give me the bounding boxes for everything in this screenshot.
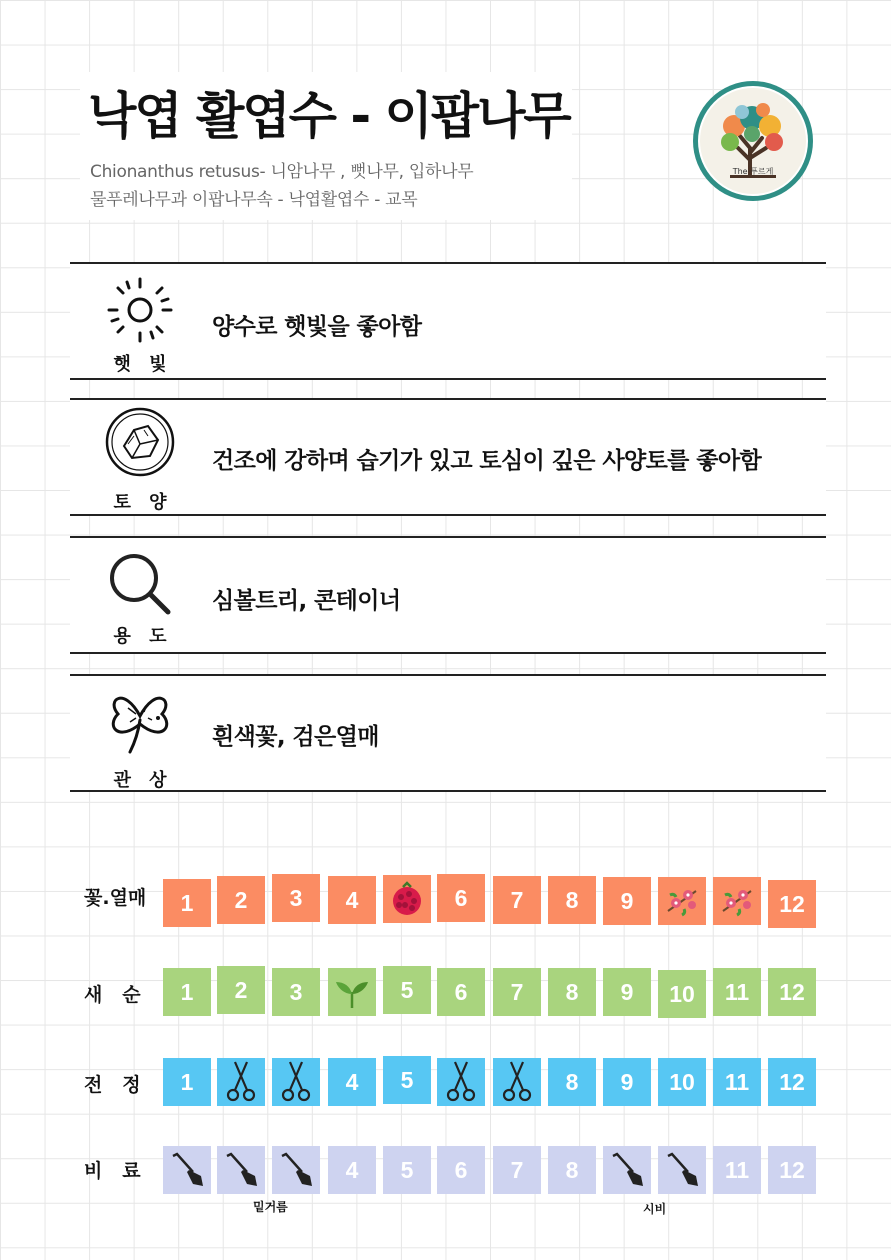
month-cell-10 bbox=[658, 877, 706, 925]
section-sunlight bbox=[70, 262, 826, 380]
magnifier-icon bbox=[102, 546, 178, 622]
month-cell-3: 3 bbox=[272, 968, 320, 1016]
month-cell-1: 1 bbox=[163, 1058, 211, 1106]
month-cell-5: 5 bbox=[383, 966, 431, 1014]
month-cell-2 bbox=[217, 1058, 265, 1106]
section-text: 양수로 햇빛을 좋아함 bbox=[212, 314, 422, 340]
calendar-label-fert: 비 료 bbox=[84, 1160, 141, 1182]
section-label: 햇 빛 bbox=[113, 354, 173, 375]
month-cell-7: 7 bbox=[493, 968, 541, 1016]
scissors-icon bbox=[223, 1060, 259, 1104]
month-cell-12: 12 bbox=[768, 968, 816, 1016]
month-cell-8: 8 bbox=[548, 876, 596, 924]
month-cell-6: 6 bbox=[437, 968, 485, 1016]
month-cell-9: 9 bbox=[603, 1058, 651, 1106]
scissors-icon bbox=[278, 1060, 314, 1104]
sun-icon bbox=[102, 272, 178, 348]
month-cell-2: 2 bbox=[217, 876, 265, 924]
shovel-icon bbox=[276, 1150, 316, 1190]
subtitle-line-1: Chionanthus retusus- 니암나무 , 뻣나무, 입하나무 bbox=[90, 162, 474, 182]
calendar-label-prune: 전 정 bbox=[84, 1074, 141, 1096]
month-cell-1: 1 bbox=[163, 968, 211, 1016]
month-cell-6: 6 bbox=[437, 1146, 485, 1194]
month-cell-3 bbox=[272, 1058, 320, 1106]
section-text: 흰색꽃, 검은열매 bbox=[212, 724, 379, 750]
month-cell-4: 4 bbox=[328, 1146, 376, 1194]
section-label: 용 도 bbox=[113, 626, 173, 647]
month-cell-7: 7 bbox=[493, 1146, 541, 1194]
section-ornamental bbox=[70, 674, 826, 792]
month-cell-8: 8 bbox=[548, 1146, 596, 1194]
scissors-icon bbox=[443, 1060, 479, 1104]
month-cell-2 bbox=[217, 1146, 265, 1194]
section-soil bbox=[70, 398, 826, 516]
month-cell-11 bbox=[713, 877, 761, 925]
month-cell-4 bbox=[328, 968, 376, 1016]
month-cell-5: 5 bbox=[383, 1056, 431, 1104]
calendar-label-flower: 꽃.열매 bbox=[84, 887, 147, 909]
section-usage bbox=[70, 536, 826, 654]
month-cell-3: 3 bbox=[272, 874, 320, 922]
month-cell-2: 2 bbox=[217, 966, 265, 1014]
month-cell-11: 11 bbox=[713, 1058, 761, 1106]
month-cell-11: 11 bbox=[713, 968, 761, 1016]
month-cell-6 bbox=[437, 1058, 485, 1106]
section-label: 토 양 bbox=[113, 492, 173, 513]
month-cell-9: 9 bbox=[603, 877, 651, 925]
month-cell-7 bbox=[493, 1058, 541, 1106]
month-cell-4: 4 bbox=[328, 1058, 376, 1106]
month-cell-8: 8 bbox=[548, 1058, 596, 1106]
flower-icon bbox=[662, 881, 702, 921]
shovel-icon bbox=[662, 1150, 702, 1190]
logo-text: The 푸르게 bbox=[732, 167, 774, 176]
section-text: 심볼트리, 콘테이너 bbox=[212, 588, 401, 614]
clover-icon bbox=[102, 680, 178, 756]
month-cell-10: 10 bbox=[658, 970, 706, 1018]
scissors-icon bbox=[499, 1060, 535, 1104]
tree-logo bbox=[690, 78, 816, 204]
month-cell-12: 12 bbox=[768, 1058, 816, 1106]
month-cell-3 bbox=[272, 1146, 320, 1194]
month-cell-12: 12 bbox=[768, 1146, 816, 1194]
month-cell-7: 7 bbox=[493, 876, 541, 924]
calendar-label-bud: 새 순 bbox=[84, 984, 141, 1006]
section-text: 건조에 강하며 습기가 있고 토심이 깊은 사양토를 좋아함 bbox=[212, 448, 762, 474]
month-cell-4: 4 bbox=[328, 876, 376, 924]
month-cell-1: 1 bbox=[163, 879, 211, 927]
month-cell-11: 11 bbox=[713, 1146, 761, 1194]
section-label: 관 상 bbox=[113, 770, 173, 791]
flower-icon bbox=[717, 881, 757, 921]
note-base-fertilizer: 밑거름 bbox=[253, 1200, 288, 1214]
month-cell-9 bbox=[603, 1146, 651, 1194]
berry-icon bbox=[387, 879, 427, 919]
sprout-icon bbox=[332, 972, 372, 1012]
month-cell-10 bbox=[658, 1146, 706, 1194]
soil-rock-icon bbox=[102, 404, 178, 480]
page-title: 낙엽 활엽수 - 이팝나무 bbox=[88, 87, 570, 145]
shovel-icon bbox=[221, 1150, 261, 1190]
month-cell-12: 12 bbox=[768, 880, 816, 928]
month-cell-9: 9 bbox=[603, 968, 651, 1016]
month-cell-6: 6 bbox=[437, 874, 485, 922]
note-top-dressing: 시비 bbox=[643, 1202, 667, 1216]
month-cell-10: 10 bbox=[658, 1058, 706, 1106]
subtitle-line-2: 물푸레나무과 이팝나무속 - 낙엽활엽수 - 교목 bbox=[90, 190, 418, 210]
shovel-icon bbox=[607, 1150, 647, 1190]
month-cell-1 bbox=[163, 1146, 211, 1194]
month-cell-5 bbox=[383, 875, 431, 923]
month-cell-5: 5 bbox=[383, 1146, 431, 1194]
month-cell-8: 8 bbox=[548, 968, 596, 1016]
shovel-icon bbox=[167, 1150, 207, 1190]
subtitle bbox=[90, 158, 473, 214]
